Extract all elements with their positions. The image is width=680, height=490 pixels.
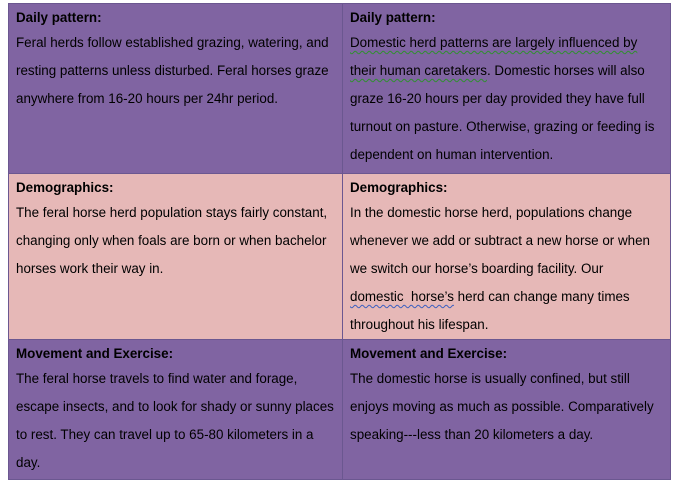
text-segment: In the domestic horse herd, populations change whenever we add or subtract a new horse or when we switch our horse’s boarding facility. Our bbox=[350, 205, 650, 276]
grammar-flagged-text: Domestic herd patterns are largely influenced by their human caretakers bbox=[350, 35, 638, 78]
comparison-table bbox=[8, 3, 671, 480]
cell-text: The domestic horse is usually confined, but still enjoys moving as much as possible. Comparatively speaking---less than 20 kilometers a day. bbox=[350, 371, 654, 442]
cell-text bbox=[350, 199, 664, 339]
cell-heading: Movement and Exercise: bbox=[16, 346, 174, 361]
cell-heading: Demographics: bbox=[16, 180, 114, 195]
cell-domestic-movement bbox=[342, 340, 670, 479]
cell-text: Feral herds follow established grazing, watering, and resting patterns unless disturbed. Feral horses graze anywhere from 16-20 hours per 24hr period. bbox=[16, 35, 329, 106]
cell-text bbox=[350, 29, 664, 169]
cell-feral-daily-pattern bbox=[9, 4, 342, 173]
text-segment: . Domestic horses will also graze 16-20 hours per day provided they have full turnout on pasture. Otherwise, grazing or feeding is dependent on human intervention. bbox=[350, 63, 655, 162]
cell-text: The feral horse travels to find water and forage, escape insects, and to look for shady or sunny places to rest. They can travel up to 65-80 kilometers in a day. bbox=[16, 371, 334, 470]
text-segment: herd can change many times throughout his lifespan. bbox=[350, 289, 630, 332]
cell-feral-movement bbox=[9, 340, 342, 479]
cell-heading: Daily pattern: bbox=[16, 10, 102, 25]
cell-heading: Daily pattern: bbox=[350, 10, 436, 25]
cell-heading: Demographics: bbox=[350, 180, 448, 195]
cell-feral-demographics bbox=[9, 173, 342, 340]
cell-heading: Movement and Exercise: bbox=[350, 346, 508, 361]
cell-text: The feral horse herd population stays fairly constant, changing only when foals are born or when bachelor horses work their way in. bbox=[16, 205, 328, 276]
cell-domestic-daily-pattern bbox=[342, 4, 670, 173]
spelling-flagged-text: domestic horse’s bbox=[350, 289, 454, 304]
cell-domestic-demographics bbox=[342, 173, 670, 340]
